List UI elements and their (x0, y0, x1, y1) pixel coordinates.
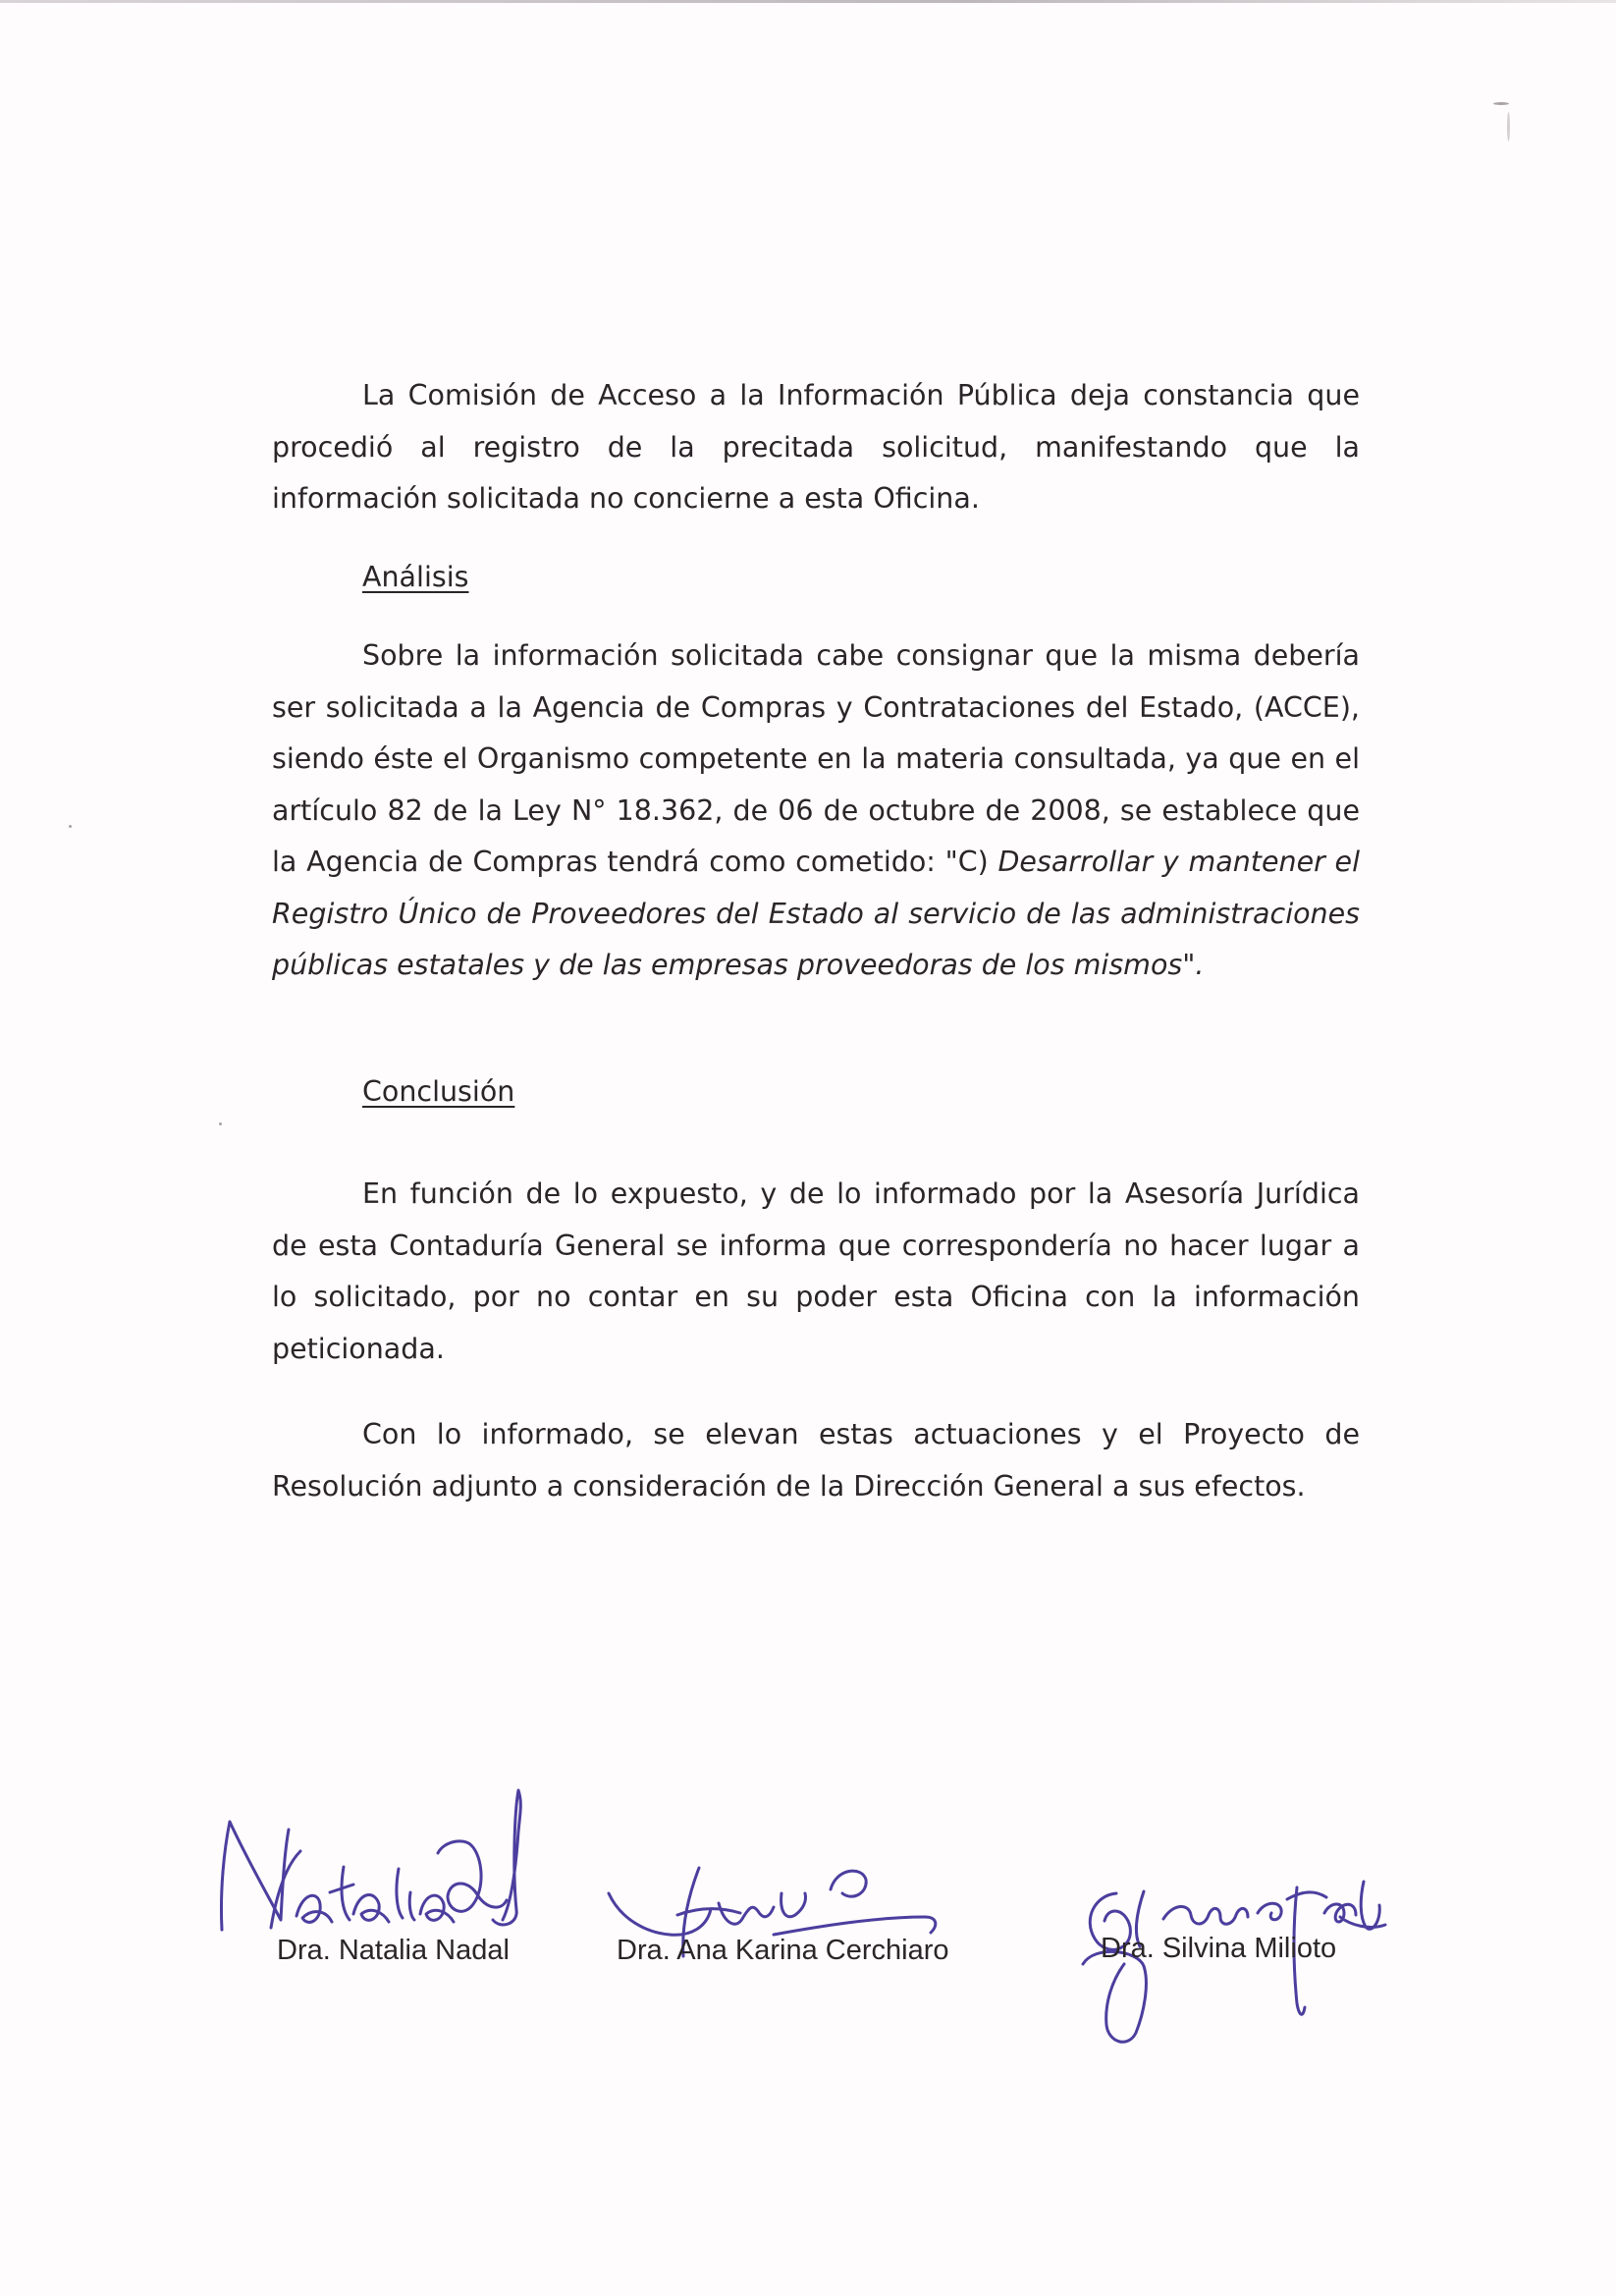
heading-analisis: Análisis (362, 561, 469, 593)
analisis-quote: Desarrollar y mantener el Registro Único de Proveedores del Estado al servicio de las administraciones públicas estatales y de las empresas proveedoras de los mismos". (272, 846, 1361, 981)
scan-speck (1507, 112, 1510, 141)
scan-speck (69, 825, 72, 828)
scan-speck (1493, 102, 1509, 105)
paragraph-analisis (272, 630, 1360, 992)
signatory-name-natalia-nadal: Dra. Natalia Nadal (277, 1935, 510, 1966)
analisis-text: Sobre la información solicitada cabe consignar que la misma debería ser solicitada a la Agencia de Compras y Contrataciones del Estado, (ACCE), siendo éste el Organismo competente en la materia consultada, ya que en el artículo 82 de la Ley N° 18.362, de 06 de octubre de 2008, se establece que la Agencia de Compras tendrá como cometido: "C) (272, 639, 1360, 878)
signatory-name-ana-karina-cerchiaro: Dra. Ana Karina Cerchiaro (617, 1935, 949, 1966)
signatory-name-silvina-milioto: Dra. Silvina Milioto (1101, 1933, 1337, 1964)
signature-natalia-nadal (206, 1782, 530, 1959)
paragraph-conclusion: En función de lo expuesto, y de lo informado por la Asesoría Jurídica de esta Contaduría General se informa que correspondería no hacer lugar a lo solicitado, por no contar en su poder esta Oficina con la información peticionada. (272, 1177, 1360, 1365)
paragraph-constancia: La Comisión de Acceso a la Información Pública deja constancia que procedió al registro de la precitada solicitud, manifestando que la información solicitada no concierne a esta Oficina. (272, 379, 1360, 515)
scan-top-edge (0, 0, 1616, 3)
heading-conclusion: Conclusión (362, 1075, 515, 1108)
paragraph-elevacion: Con lo informado, se elevan estas actuaciones y el Proyecto de Resolución adjunto a consideración de la Dirección General a sus efectos. (272, 1418, 1360, 1503)
scan-speck (219, 1122, 222, 1125)
